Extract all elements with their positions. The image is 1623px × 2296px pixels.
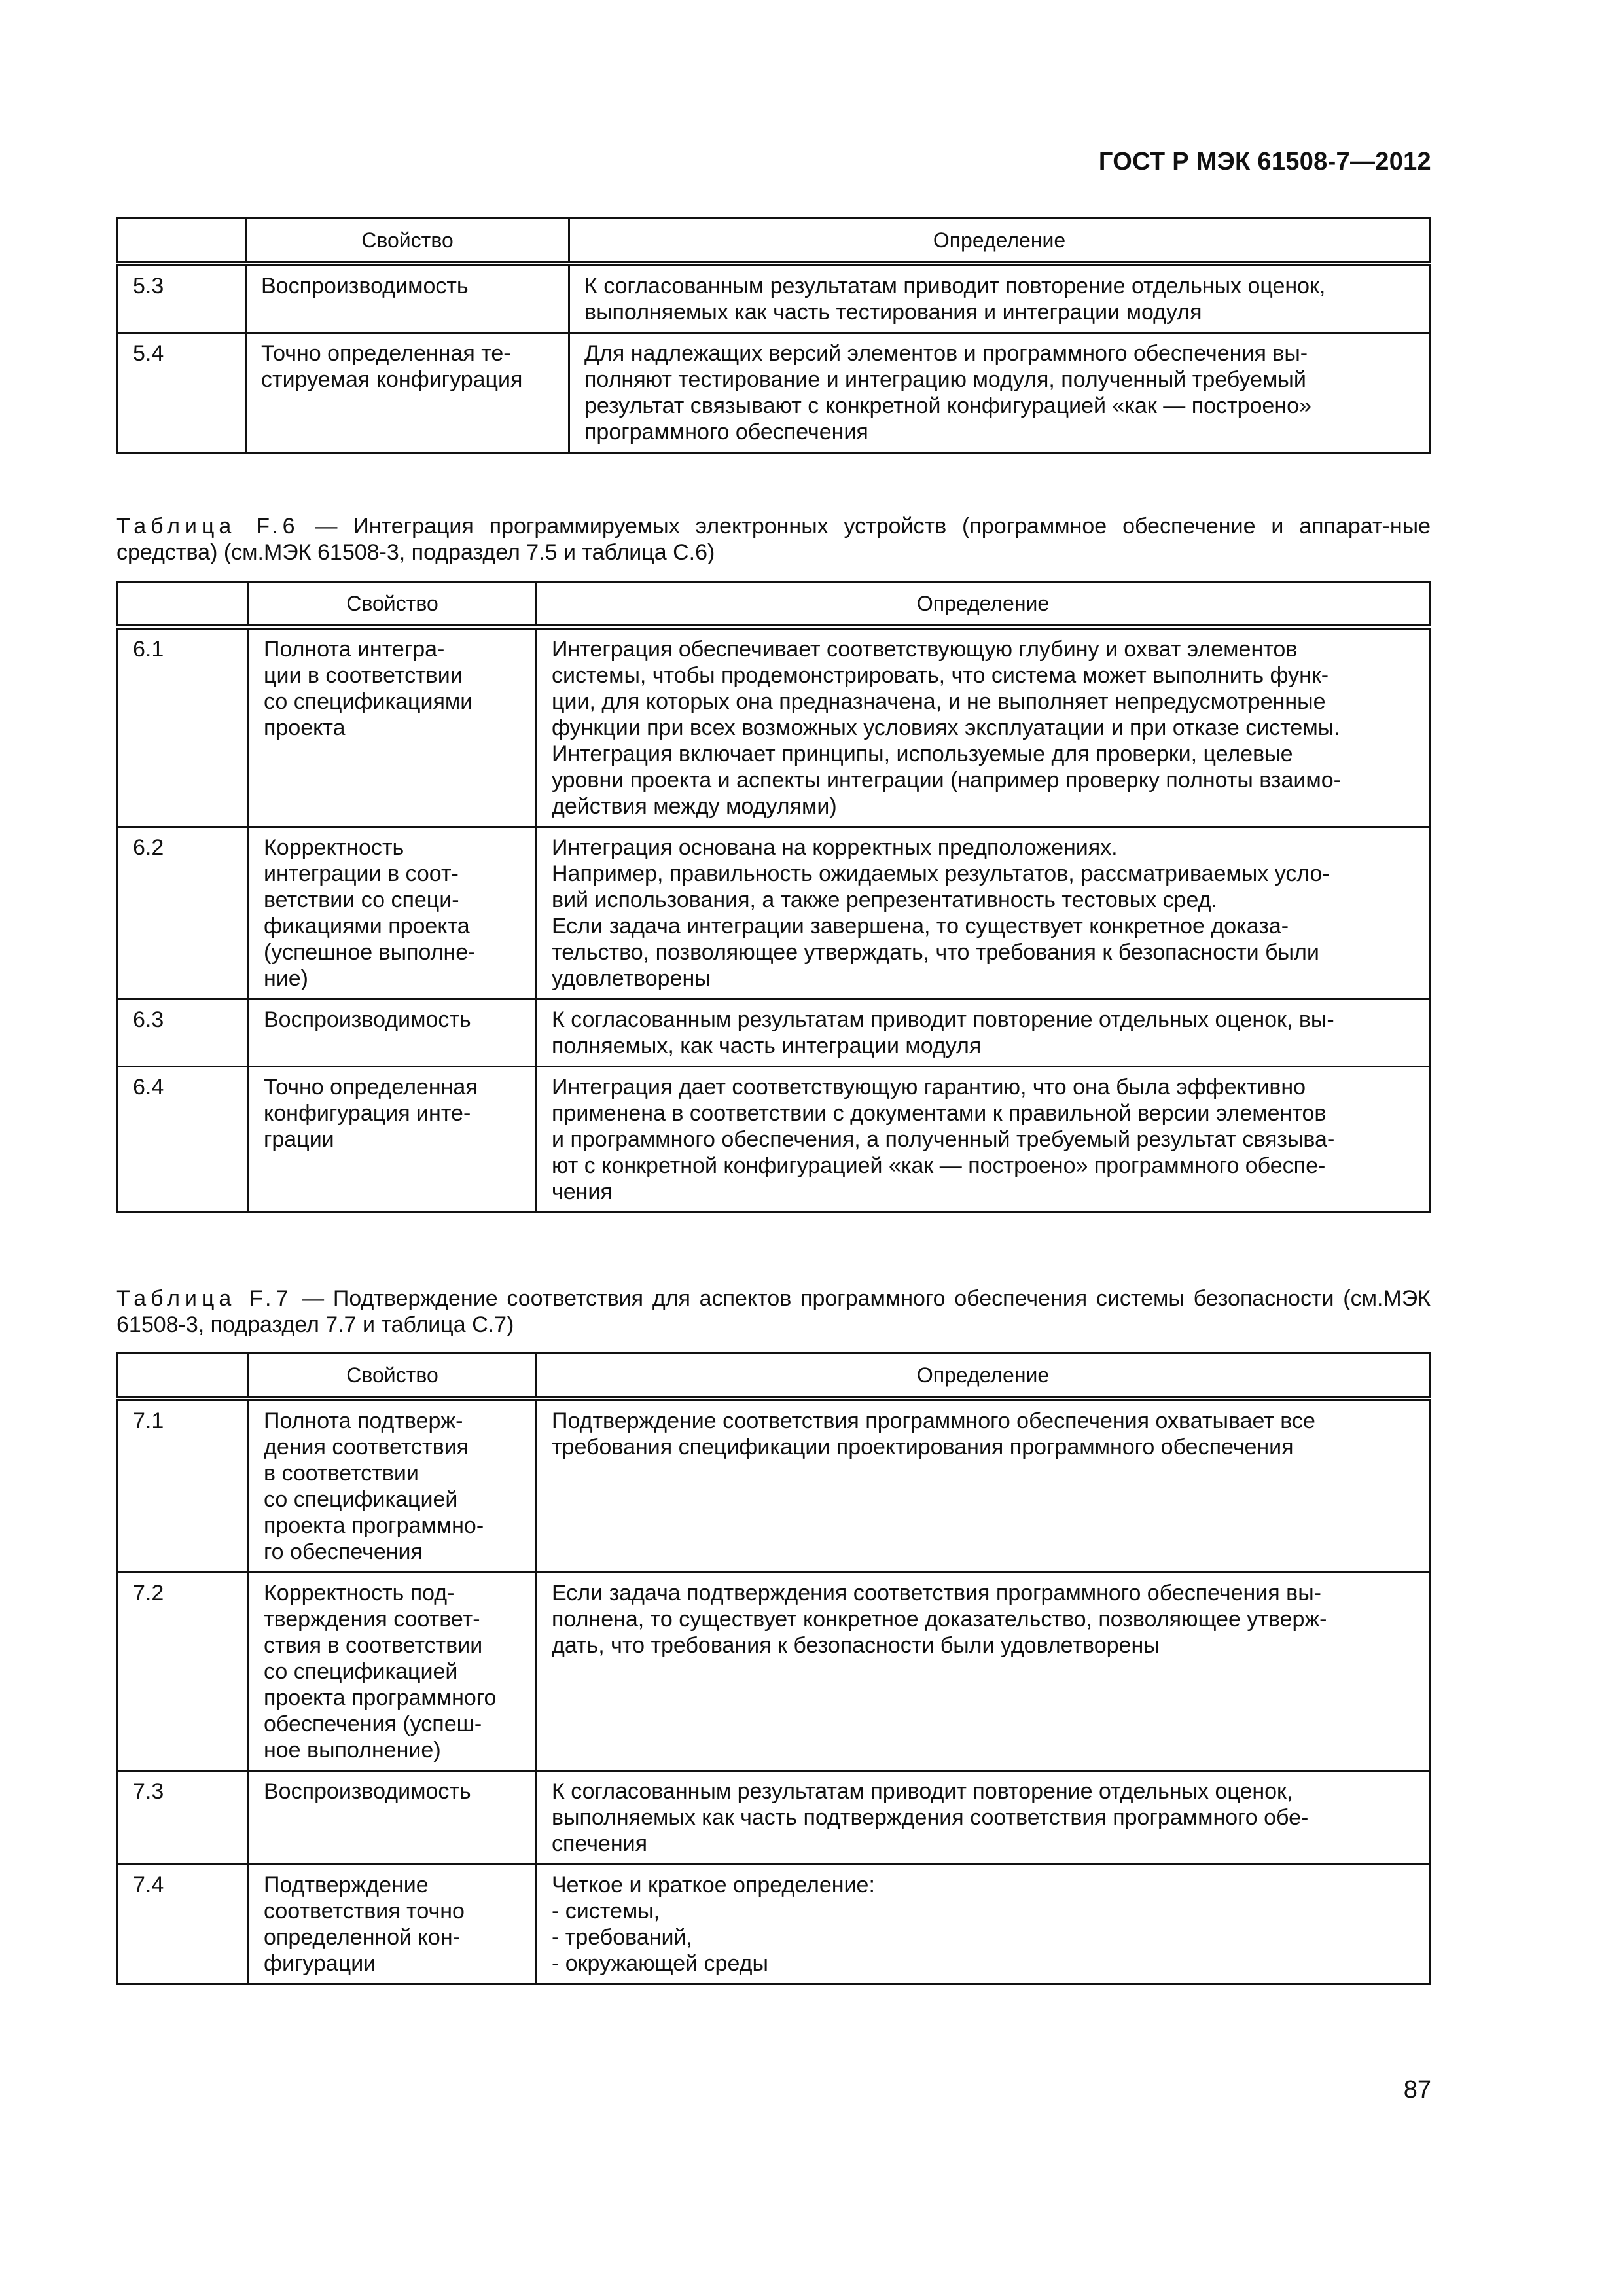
property-line: ние) [264, 966, 308, 991]
table-row [118, 999, 1430, 1067]
caption-f7-prefix: Таблица F.7 [116, 1286, 293, 1311]
definition-line: применена в соответствии с документами к правильной версии элементов [552, 1101, 1327, 1126]
property-line: фикациями проекта [264, 914, 470, 939]
row-definition [537, 1865, 1430, 1984]
row-property [249, 1067, 537, 1213]
definition-line: Интеграция дает соответствующую гарантию, что она была эффективно [552, 1075, 1306, 1100]
property-line: го обеспечения [264, 1539, 423, 1564]
property-line: Воспроизводимость [261, 274, 469, 298]
definition-line: уровни проекта и аспекты интеграции (например проверку полноты взаимо- [552, 768, 1342, 793]
definition-line: - требований, [552, 1925, 692, 1950]
col-property-header: Свойство [246, 219, 569, 264]
row-number: 7.1 [118, 1399, 249, 1573]
table-f7-body [118, 1399, 1430, 1984]
definition-line: требования спецификации проектирования программного обеспечения [552, 1435, 1294, 1460]
row-number: 7.3 [118, 1771, 249, 1865]
row-property [246, 333, 569, 453]
property-line: грации [264, 1127, 334, 1152]
row-property [249, 627, 537, 827]
property-line: (успешное выполне- [264, 940, 476, 965]
property-line: проекта программно- [264, 1513, 484, 1538]
table-f5-body [118, 264, 1430, 453]
table-f5 [116, 217, 1431, 454]
property-line: проекта [264, 715, 346, 740]
row-definition [569, 333, 1430, 453]
row-number: 6.2 [118, 827, 249, 999]
property-line: со спецификацией [264, 1487, 458, 1512]
row-definition [537, 827, 1430, 999]
definition-line: Интеграция обеспечивает соответствующую глубину и охват элементов [552, 637, 1298, 662]
definition-line: действия между модулями) [552, 794, 837, 819]
row-definition [537, 627, 1430, 827]
table-f6-body [118, 627, 1430, 1213]
row-number: 5.4 [118, 333, 246, 453]
row-number: 6.1 [118, 627, 249, 827]
table-f7 [116, 1352, 1431, 1985]
definition-line: - системы, [552, 1899, 660, 1924]
definition-line: ют с конкретной конфигурацией «как — построено» программного обеспе- [552, 1153, 1326, 1178]
definition-line: системы, чтобы продемонстрировать, что система может выполнить функ- [552, 663, 1329, 688]
property-line: соответствия точно [264, 1899, 465, 1924]
definition-line: полнена, то существует конкретное доказательство, позволяющее утверж- [552, 1607, 1327, 1632]
property-line: определенной кон- [264, 1925, 460, 1950]
definition-line: тельство, позволяющее утверждать, что требования к безопасности были [552, 940, 1319, 965]
document-code: ГОСТ Р МЭК 61508-7—2012 [1098, 148, 1431, 175]
definition-line: Четкое и краткое определение: [552, 1873, 875, 1897]
definition-line: удовлетворены [552, 966, 711, 991]
definition-line: выполняемых как часть тестирования и интеграции модуля [584, 300, 1202, 325]
table-row [118, 1865, 1430, 1984]
col-num-header [118, 219, 246, 264]
property-line: ветствии со специ- [264, 888, 459, 912]
definition-line: Например, правильность ожидаемых результатов, рассматриваемых усло- [552, 861, 1330, 886]
row-property [249, 1573, 537, 1771]
row-property [249, 1399, 537, 1573]
definition-line: чения [552, 1179, 613, 1204]
property-line: Корректность под- [264, 1581, 455, 1605]
definition-line: К согласованным результатам приводит повторение отдельных оценок, [552, 1779, 1293, 1804]
row-number: 7.2 [118, 1573, 249, 1771]
row-number: 6.3 [118, 999, 249, 1067]
property-line: Полнота подтверж- [264, 1408, 463, 1433]
definition-line: Если задача подтверждения соответствия программного обеспечения вы- [552, 1581, 1321, 1605]
row-property [249, 827, 537, 999]
row-definition [537, 1067, 1430, 1213]
property-line: со спецификацией [264, 1659, 458, 1684]
property-line: стируемая конфигурация [261, 367, 523, 392]
property-line: фигурации [264, 1951, 376, 1976]
table-row [118, 264, 1430, 333]
row-definition [569, 264, 1430, 333]
caption-f7 [116, 1285, 1431, 1338]
definition-line: Если задача интеграции завершена, то существует конкретное доказа- [552, 914, 1289, 939]
property-line: ствия в соответствии [264, 1633, 483, 1658]
table-row [118, 1399, 1430, 1573]
caption-f6 [116, 513, 1431, 565]
definition-line: Для надлежащих версий элементов и программного обеспечения вы- [584, 341, 1308, 366]
property-line: дения соответствия [264, 1435, 469, 1460]
definition-line: и программного обеспечения, а полученный требуемый результат связыва- [552, 1127, 1335, 1152]
definition-line: полняют тестирование и интеграцию модуля, полученный требуемый [584, 367, 1306, 392]
definition-line: программного обеспечения [584, 420, 868, 444]
property-line: обеспечения (успеш- [264, 1712, 482, 1736]
table-row [118, 1067, 1430, 1213]
definition-line: выполняемых как часть подтверждения соответствия программного обе- [552, 1805, 1309, 1830]
property-line: интеграции в соот- [264, 861, 459, 886]
property-line: Подтверждение [264, 1873, 429, 1897]
table-row [118, 627, 1430, 827]
property-line: Полнота интегра- [264, 637, 445, 662]
definition-line: функции при всех возможных условиях эксплуатации и при отказе системы. [552, 715, 1340, 740]
col-definition-header: Определение [537, 582, 1430, 628]
property-line: ции в соответствии [264, 663, 463, 688]
row-number: 6.4 [118, 1067, 249, 1213]
property-line: конфигурация инте- [264, 1101, 471, 1126]
col-num-header [118, 582, 249, 628]
table-row [118, 827, 1430, 999]
col-property-header: Свойство [249, 582, 537, 628]
definition-line: вий использования, а также репрезентативность тестовых сред. [552, 888, 1217, 912]
property-line: Точно определенная те- [261, 341, 511, 366]
definition-line: ции, для которых она предназначена, и не выполняет непредусмотренные [552, 689, 1326, 714]
definition-line: полняемых, как часть интеграции модуля [552, 1033, 982, 1058]
row-number: 7.4 [118, 1865, 249, 1984]
property-line: проекта программного [264, 1685, 497, 1710]
definition-line: - окружающей среды [552, 1951, 768, 1976]
definition-line: результат связывают с конкретной конфигурацией «как — построено» [584, 393, 1311, 418]
row-definition [537, 1573, 1430, 1771]
caption-f6-text: — Интеграция программируемых электронных устройств (программное обеспечение и аппарат-ные средства) (см.МЭК 61508-3, подраздел 7.5 и таблица С.6) [116, 514, 1431, 565]
col-num-header [118, 1354, 249, 1399]
table-row [118, 1771, 1430, 1865]
property-line: со спецификациями [264, 689, 473, 714]
property-line: Точно определенная [264, 1075, 478, 1100]
property-line: тверждения соответ- [264, 1607, 480, 1632]
property-line: ное выполнение) [264, 1738, 441, 1763]
table-f6 [116, 581, 1431, 1213]
caption-f7-text: — Подтверждение соответствия для аспектов программного обеспечения системы безопасности (см.МЭК 61508-3, подраздел 7.7 и таблица С.7) [116, 1286, 1431, 1337]
table-row [118, 1573, 1430, 1771]
definition-line: Интеграция основана на корректных предположениях. [552, 835, 1118, 860]
row-property [246, 264, 569, 333]
row-definition [537, 1399, 1430, 1573]
property-line: в соответствии [264, 1461, 419, 1486]
property-line: Воспроизводимость [264, 1007, 471, 1032]
row-definition [537, 1771, 1430, 1865]
row-property [249, 999, 537, 1067]
row-property [249, 1771, 537, 1865]
col-definition-header: Определение [537, 1354, 1430, 1399]
caption-f6-prefix: Таблица F.6 [116, 514, 300, 539]
col-property-header: Свойство [249, 1354, 537, 1399]
definition-line: К согласованным результатам приводит повторение отдельных оценок, [584, 274, 1326, 298]
definition-line: спечения [552, 1831, 647, 1856]
property-line: Воспроизводимость [264, 1779, 471, 1804]
definition-line: Интеграция включает принципы, используемые для проверки, целевые [552, 742, 1293, 766]
page-number: 87 [1403, 2076, 1431, 2104]
definition-line: Подтверждение соответствия программного обеспечения охватывает все [552, 1408, 1315, 1433]
definition-line: К согласованным результатам приводит повторение отдельных оценок, вы- [552, 1007, 1334, 1032]
col-definition-header: Определение [569, 219, 1430, 264]
row-property [249, 1865, 537, 1984]
definition-line: дать, что требования к безопасности были удовлетворены [552, 1633, 1160, 1658]
table-row [118, 333, 1430, 453]
row-number: 5.3 [118, 264, 246, 333]
row-definition [537, 999, 1430, 1067]
property-line: Корректность [264, 835, 404, 860]
